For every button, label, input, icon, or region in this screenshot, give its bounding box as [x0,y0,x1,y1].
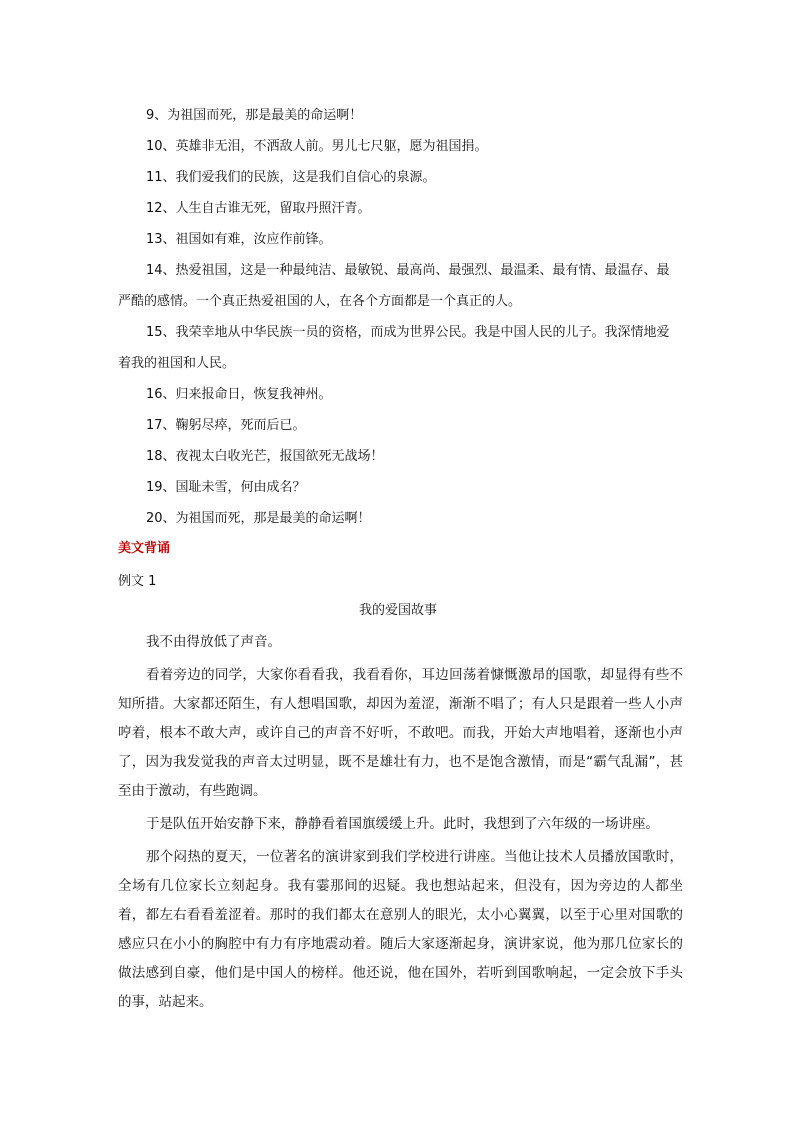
quote-item: 9、为祖国而死，那是最美的命运啊！ [146,108,363,123]
section-heading: 美文背诵 [118,541,171,556]
quote-item: 20、为祖国而死，那是最美的命运啊！ [146,511,371,526]
essay-title: 我的爱国故事 [358,603,437,618]
essay-body [118,628,683,1021]
quote-item: 18、夜视太白收光芒，报国欲死无战场！ [146,449,384,464]
essay-paragraph: 看着旁边的同学，大家你看看我，我看看你，耳边回荡着慷慨激昂的国歌，却显得有些不知所措。大家都还陌生，有人想唱国歌，却因为羞涩，渐渐不唱了；有人只是跟着一些人小声哼着，根本不敢大声，或许自己的声音不好听，不敢吧。而我，开始大声地唱着，逐渐也小声了，因为我发觉我的声音太过明显，既不是雄壮有力，也不是饱含激情，而是“霸气乱漏”，甚至由于激动，有些跑调。 [118,667,683,799]
quote-item: 10、英雄非无泪，不洒敌人前。男儿七尺躯，愿为祖国捐。 [146,139,488,154]
example-label: 例文 1 [118,574,157,589]
quote-item: 14、热爱祖国，这是一种最纯洁、最敏锐、最高尚、最强烈、最温柔、最有情、最温存、最严酷的感情。一个真正热爱祖国的人，在各个方面都是一个真正的人。 [118,263,670,309]
quote-item: 11、我们爱我们的民族，这是我们自信心的泉源。 [146,170,436,185]
quote-list [118,100,678,534]
quote-item: 12、人生自古谁无死，留取丹照汗青。 [146,201,371,216]
quote-item: 17、鞠躬尽瘁，死而后已。 [146,418,306,433]
essay-paragraph: 我不由得放低了声音。 [146,634,281,650]
quote-item: 16、归来报命日，恢复我神州。 [146,387,332,402]
quote-item: 13、祖国如有难，汝应作前锋。 [146,232,332,247]
quote-item: 19、国耻未雪，何由成名？ [146,480,306,495]
quote-item: 15、我荣幸地从中华民族一员的资格，而成为世界公民。我是中国人民的儿子。我深情地爱着我的祖国和人民。 [118,325,670,371]
essay-paragraph: 于是队伍开始安静下来，静静看着国旗缓缓上升。此时，我想到了六年级的一场讲座。 [146,816,659,832]
essay-paragraph: 那个闷热的夏天，一位著名的演讲家到我们学校进行讲座。当他让技术人员播放国歌时，全场有几位家长立刻起身。我有霎那间的迟疑。我也想站起来，但没有，因为旁边的人都坐着，都左右看看羞涩着。那时的我们都太在意别人的眼光，太小心翼翼，以至于心里对国歌的感应只在小小的胸腔中有力有序地震动着。随后大家逐渐起身，演讲家说，他为那几位家长的做法感到自豪，他们是中国人的榜样。他还说，他在国外，若听到国歌响起，一定会放下手头的事，站起来。 [118,849,683,1010]
